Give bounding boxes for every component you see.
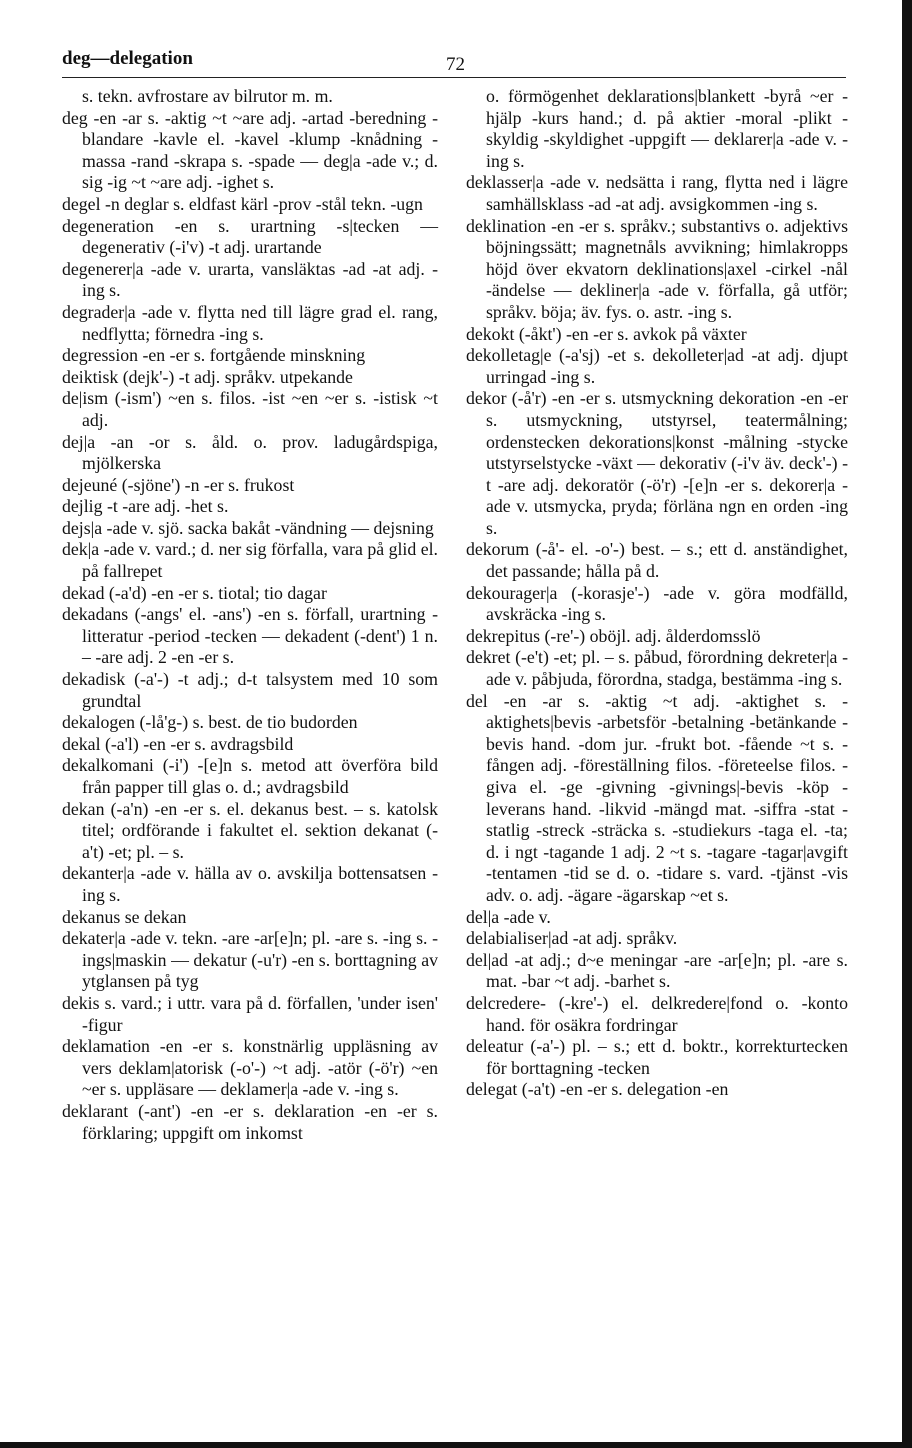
- running-head: deg—delegation: [62, 48, 193, 69]
- dictionary-entry: dekis s. vard.; i uttr. vara på d. förfallen, 'under isen' -figur: [62, 992, 438, 1035]
- dictionary-entry: dekadans (-angs' el. -ans') -en s. förfall, urartning -litteratur -period -tecken — dekadent (-dent') 1 n. – -are adj. 2 -en -er s.: [62, 604, 438, 668]
- dictionary-entry: del -en -ar s. -aktig ~t adj. -aktighet s. -aktighets|bevis -arbetsför -betalning -betänkande -bevis hand. -dom jur. -frukt bot. -fående ~t s. -fången adj. -föreställning filos. -företeelse filos. -giva el. -ge -givning -givnings|-bevis -köp -leverans hand. -likvid -mängd mat. -siffra -stat -statlig -streck -sträcka s. -studiekurs -taga el. -ta; d. i ngt -tagande 1 adj. 2 ~t s. -tagare -tagar|avgift -tentamen -tid se d. o. -tidare s. vard. -tjänst -vis adv. o. adj. -ägare -ägarskap ~et s.: [466, 690, 848, 905]
- dictionary-entry: dekret (-e't) -et; pl. – s. påbud, förordning dekreter|a -ade v. påbjuda, förordna, stadga, bestämma -ing s.: [466, 647, 848, 690]
- dictionary-entry: dekan (-a'n) -en -er s. el. dekanus best. – s. katolsk titel; ordförande i fakultet el. sektion dekanat (-a't) -et; pl. – s.: [62, 798, 438, 862]
- dictionary-entry: dej|a -an -or s. åld. o. prov. ladugårdspiga, mjölkerska: [62, 431, 438, 474]
- dictionary-entry: dekor (-å'r) -en -er s. utsmyckning dekoration -en -er s. utsmyckning, utstyrsel, teatermålning; ordenstecken dekorations|konst -målning -stycke utstyrselstycke -växt — dekorativ (-i'v äv. deck'-) -t -are adj. dekoratör (-ö'r) -[e]n -er s. dekorer|a -ade v. utsmycka, pryda; förläna ngn en orden -ing s.: [466, 388, 848, 538]
- dictionary-entry: dekolletag|e (-a'sj) -et s. dekolleter|ad -at adj. djupt urringad -ing s.: [466, 345, 848, 387]
- dictionary-entry: dekalogen (-lå'g-) s. best. de tio budorden: [62, 712, 358, 733]
- dictionary-entry: de|ism (-ism') ~en s. filos. -ist ~en ~er s. -istisk ~t adj.: [62, 388, 438, 430]
- dictionary-entry: deklasser|a -ade v. nedsätta i rang, flytta ned i lägre samhällsklass -ad -at adj. avsigkommen -ing s.: [466, 172, 848, 214]
- dictionary-entry: deiktisk (dejk'-) -t adj. språkv. utpekande: [62, 366, 353, 387]
- dictionary-entry: dekanus se dekan: [62, 906, 187, 927]
- dictionary-entry: deleatur (-a'-) pl. – s.; ett d. boktr., korrekturtecken för borttagning -tecken: [466, 1036, 848, 1078]
- scan-border-right: [902, 0, 912, 1448]
- dictionary-entry: dekorum (-å'- el. -o'-) best. – s.; ett d. anständighet, det passande; hålla på d.: [466, 539, 848, 582]
- dictionary-entry: s. tekn. avfrostare av bilrutor m. m.: [82, 86, 333, 106]
- left-column: [62, 86, 438, 1144]
- dictionary-entry: o. förmögenhet deklarations|blankett -byrå ~er -hjälp -kurs hand.; d. på aktier -moral -plikt -skyldig -skyldighet -uppgift — deklarer|a -ade v. -ing s.: [486, 86, 848, 171]
- dictionary-entry: dekourager|a (-korasje'-) -ade v. göra modfälld, avskräcka -ing s.: [466, 582, 848, 625]
- dictionary-entry: dekokt (-åkt') -en -er s. avkok på växter: [466, 323, 747, 344]
- dictionary-entry: dekal (-a'l) -en -er s. avdragsbild: [62, 733, 294, 754]
- dictionary-entry: degeneration -en s. urartning -s|tecken — degenerativ (-i'v) -t adj. urartande: [62, 215, 438, 258]
- dictionary-entry: delcredere- (-kre'-) el. delkredere|fond o. -konto hand. för osäkra fordringar: [466, 992, 848, 1035]
- dictionary-entry: delabialiser|ad -at adj. språkv.: [466, 928, 678, 949]
- dictionary-entry: dekater|a -ade v. tekn. -are -ar[e]n; pl. -are s. -ing s. -ings|maskin — dekatur (-u'r) -en s. borttagning av ytglansen på tyg: [62, 928, 438, 992]
- page-number: 72: [446, 54, 465, 75]
- dictionary-entry: degel -n deglar s. eldfast kärl -prov -stål tekn. -ugn: [62, 193, 423, 214]
- dictionary-entry: dekadisk (-a'-) -t adj.; d-t talsystem med 10 som grundtal: [62, 669, 438, 711]
- dictionary-entry: deklamation -en -er s. konstnärlig uppläsning av vers deklam|atorisk (-o'-) ~t adj. -atör (-ö'r) ~en ~er s. uppläsare — deklamer|a -ade v. -ing s.: [62, 1036, 438, 1100]
- dictionary-entry: dekanter|a -ade v. hälla av o. avskilja bottensatsen -ing s.: [62, 863, 438, 905]
- dictionary-entry: delegat (-a't) -en -er s. delegation -en: [466, 1079, 729, 1100]
- header-rule: [62, 77, 846, 78]
- dictionary-entry: dekrepitus (-re'-) oböjl. adj. ålderdomsslö: [466, 625, 761, 646]
- dictionary-entry: degression -en -er s. fortgående minskning: [62, 345, 366, 366]
- dictionary-entry: dejs|a -ade v. sjö. sacka bakåt -vändning — dejsning: [62, 517, 434, 538]
- dictionary-entry: dekad (-a'd) -en -er s. tiotal; tio dagar: [62, 582, 327, 603]
- dictionary-entry: del|a -ade v.: [466, 906, 551, 927]
- scan-border-bottom: [0, 1442, 912, 1448]
- dictionary-entry: degrader|a -ade v. flytta ned till lägre grad el. rang, nedflytta; förnedra -ing s.: [62, 301, 438, 344]
- dictionary-entry: dejlig -t -are adj. -het s.: [62, 496, 229, 517]
- dictionary-entry: del|ad -at adj.; d~e meningar -are -ar[e]n; pl. -are s. mat. -bar ~t adj. -barhet s.: [466, 949, 848, 992]
- dictionary-entry: dek|a -ade v. vard.; d. ner sig förfalla, vara på glid el. på fallrepet: [62, 539, 438, 582]
- right-column: [466, 86, 848, 1101]
- dictionary-entry: degenerer|a -ade v. urarta, vansläktas -ad -at adj. -ing s.: [62, 258, 438, 301]
- dictionary-entry: deklarant (-ant') -en -er s. deklaration -en -er s. förklaring; uppgift om inkomst: [62, 1100, 438, 1143]
- dictionary-entry: deg -en -ar s. -aktig ~t ~are adj. -artad -beredning -blandare -kavle el. -kavel -klump -knådning -massa -rand -skrapa s. -spade — deg|a -ade v.; d. sig -ig ~t ~are adj. -ighet s.: [62, 107, 438, 193]
- dictionary-entry: deklination -en -er s. språkv.; substantivs o. adjektivs böjningssätt; magnetnåls avvikning; himlakropps höjd över ekvatorn deklinations|axel -cirkel -nål -ändelse — dekliner|a -ade v. förfalla, gå utför; språkv. böja; äv. fys. o. astr. -ing s.: [466, 215, 848, 322]
- dictionary-entry: dejeuné (-sjöne') -n -er s. frukost: [62, 474, 295, 495]
- dictionary-entry: dekalkomani (-i') -[e]n s. metod att överföra bild från papper till glas o. d.; avdragsbild: [62, 755, 438, 797]
